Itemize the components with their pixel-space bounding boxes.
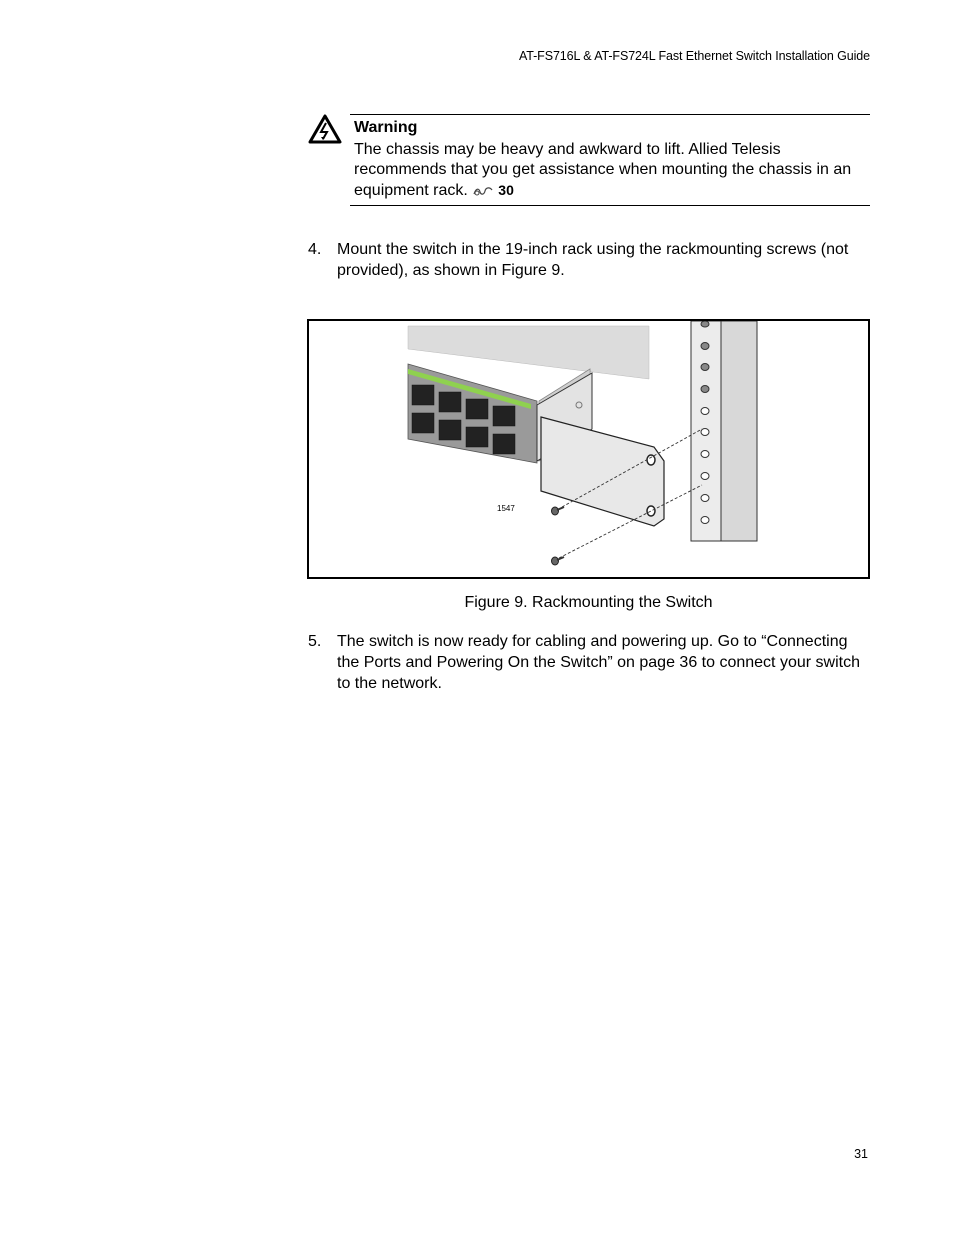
step-5 [308, 631, 870, 694]
warning-title: Warning [354, 119, 418, 136]
page-number: 31 [854, 1147, 868, 1161]
rackmount-illustration [309, 321, 868, 577]
step-text: The switch is now ready for cabling and powering up. Go to “Connecting the Ports and Powering On the Switch” on page 36 to connect your switch to the network. [337, 633, 860, 692]
warning-box [350, 114, 870, 206]
step-number: 4. [308, 241, 322, 258]
figure-id-label: 1547 [497, 504, 515, 513]
rack-screws [552, 507, 565, 565]
electrical-hazard-icon [308, 114, 342, 144]
running-header: AT-FS716L & AT-FS724L Fast Ethernet Switch Installation Guide [518, 49, 870, 63]
translation-reference-number: 30 [498, 182, 514, 198]
translation-reference-icon [472, 185, 494, 197]
warning-body [354, 140, 870, 201]
figure-rackmounting [307, 319, 870, 579]
figure-caption: Figure 9. Rackmounting the Switch [464, 594, 713, 611]
step-text: Mount the switch in the 19-inch rack using the rackmounting screws (not provided), as shown in Figure 9. [337, 241, 849, 279]
warning-text: The chassis may be heavy and awkward to lift. Allied Telesis recommends that you get assistance when mounting the chassis in an equipment rack. [354, 141, 852, 199]
step-4 [308, 239, 870, 281]
step-number: 5. [308, 633, 322, 650]
